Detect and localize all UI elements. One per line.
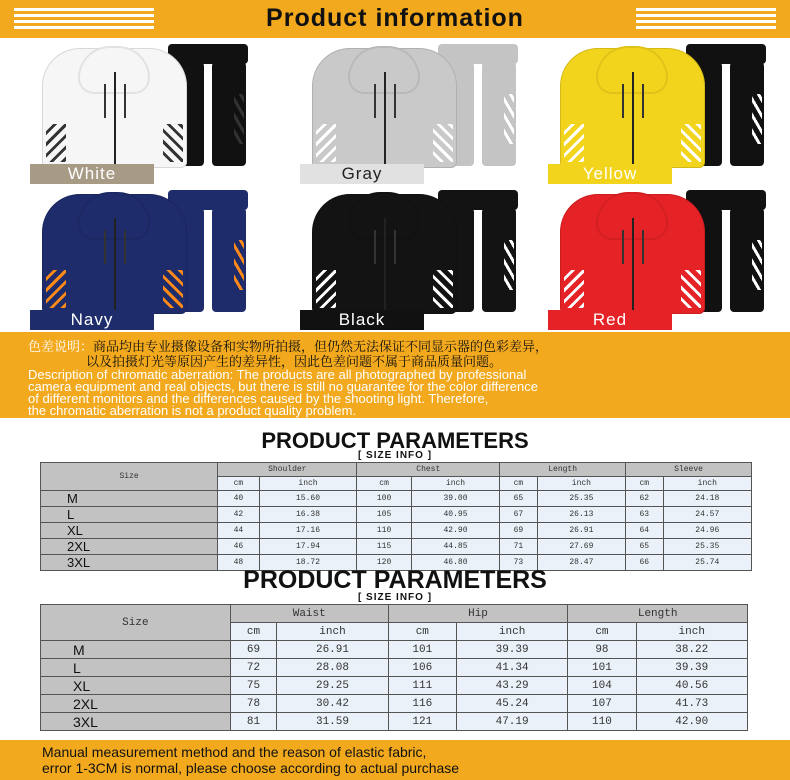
table-row (41, 641, 748, 659)
value-cell: 39.39 (456, 641, 567, 659)
color-label: Black (300, 310, 424, 330)
size-header: Size (41, 605, 231, 641)
value-cell: 75 (230, 677, 277, 695)
value-cell: 107 (568, 695, 636, 713)
top-size-table (40, 462, 752, 571)
value-cell: 39.00 (411, 491, 499, 507)
value-cell: 67 (500, 507, 537, 523)
value-cell: 63 (626, 507, 663, 523)
unit-header: inch (259, 477, 357, 491)
value-cell: 69 (500, 523, 537, 539)
size-cell: XL (41, 523, 218, 539)
unit-header: inch (411, 477, 499, 491)
footer-note (0, 740, 790, 780)
value-cell: 42 (218, 507, 259, 523)
size-cell: M (41, 641, 231, 659)
table-row (41, 507, 752, 523)
value-cell: 98 (568, 641, 636, 659)
value-cell: 28.47 (537, 555, 625, 571)
chromatic-note-en-line1: Description of chromatic aberration: The products are all photographed by professional (28, 367, 527, 382)
product-white (30, 48, 280, 188)
value-cell: 25.74 (663, 555, 751, 571)
value-cell: 25.35 (537, 491, 625, 507)
chromatic-aberration-note (0, 332, 790, 418)
value-cell: 18.72 (259, 555, 357, 571)
value-cell: 38.22 (636, 641, 748, 659)
table-row (41, 677, 748, 695)
chromatic-note-zh-line1: 色差说明：商品均由专业摄像设备和实物所拍摄，但仍然无法保证不同显示器的色彩差异， (28, 339, 549, 354)
unit-header: cm (218, 477, 259, 491)
value-cell: 17.94 (259, 539, 357, 555)
table-row (41, 539, 752, 555)
column-group-header: Hip (388, 605, 568, 623)
size-cell: 2XL (41, 695, 231, 713)
value-cell: 105 (357, 507, 411, 523)
column-group-header: Sleeve (626, 463, 752, 477)
color-label: Navy (30, 310, 154, 330)
unit-header: cm (626, 477, 663, 491)
product-yellow (548, 48, 790, 188)
value-cell: 29.25 (277, 677, 388, 695)
hoodie-image (560, 48, 705, 168)
value-cell: 120 (357, 555, 411, 571)
value-cell: 78 (230, 695, 277, 713)
unit-header: inch (277, 623, 388, 641)
size-cell: XL (41, 677, 231, 695)
value-cell: 17.16 (259, 523, 357, 539)
column-group-header: Waist (230, 605, 388, 623)
chromatic-note-en-line2: camera equipment and real objects, but there is still no guarantee for the color difference (28, 379, 538, 394)
value-cell: 101 (388, 641, 456, 659)
color-label: White (30, 164, 154, 184)
value-cell: 72 (230, 659, 277, 677)
value-cell: 65 (626, 539, 663, 555)
header-banner (0, 0, 790, 38)
value-cell: 26.13 (537, 507, 625, 523)
value-cell: 69 (230, 641, 277, 659)
size-cell: 2XL (41, 539, 218, 555)
size-cell: M (41, 491, 218, 507)
unit-header: inch (456, 623, 567, 641)
value-cell: 41.73 (636, 695, 748, 713)
unit-header: cm (388, 623, 456, 641)
hoodie-image (42, 194, 187, 314)
size-cell: 3XL (41, 713, 231, 731)
value-cell: 46.80 (411, 555, 499, 571)
product-black (300, 194, 550, 334)
value-cell: 116 (388, 695, 456, 713)
value-cell: 42.90 (411, 523, 499, 539)
value-cell: 73 (500, 555, 537, 571)
value-cell: 62 (626, 491, 663, 507)
hoodie-image (42, 48, 187, 168)
header-stripes-right (636, 8, 776, 30)
value-cell: 44.85 (411, 539, 499, 555)
top-table-subtitle: [ SIZE INFO ] (357, 450, 433, 461)
hoodie-image (312, 48, 457, 168)
bottom-size-table (40, 604, 748, 731)
column-group-header: Length (568, 605, 748, 623)
top-table-title: PRODUCT PARAMETERS (261, 428, 529, 453)
value-cell: 111 (388, 677, 456, 695)
value-cell: 106 (388, 659, 456, 677)
table-row (41, 695, 748, 713)
value-cell: 26.91 (537, 523, 625, 539)
value-cell: 44 (218, 523, 259, 539)
product-red (548, 194, 790, 334)
value-cell: 71 (500, 539, 537, 555)
value-cell: 110 (568, 713, 636, 731)
value-cell: 104 (568, 677, 636, 695)
value-cell: 30.42 (277, 695, 388, 713)
size-cell: 3XL (41, 555, 218, 571)
table-row (41, 491, 752, 507)
value-cell: 110 (357, 523, 411, 539)
color-label: Gray (300, 164, 424, 184)
value-cell: 46 (218, 539, 259, 555)
bottom-table-title: PRODUCT PARAMETERS (243, 566, 547, 594)
table-row (41, 713, 748, 731)
value-cell: 24.57 (663, 507, 751, 523)
column-group-header: Chest (357, 463, 500, 477)
product-navy (30, 194, 280, 334)
table-row (41, 523, 752, 539)
value-cell: 65 (500, 491, 537, 507)
value-cell: 42.90 (636, 713, 748, 731)
value-cell: 16.38 (259, 507, 357, 523)
column-group-header: Length (500, 463, 626, 477)
value-cell: 40 (218, 491, 259, 507)
value-cell: 24.18 (663, 491, 751, 507)
hoodie-image (312, 194, 457, 314)
value-cell: 100 (357, 491, 411, 507)
size-cell: L (41, 659, 231, 677)
color-label: Red (548, 310, 672, 330)
unit-header: inch (537, 477, 625, 491)
value-cell: 64 (626, 523, 663, 539)
unit-header: cm (568, 623, 636, 641)
value-cell: 40.56 (636, 677, 748, 695)
footer-line2: error 1-3CM is normal, please choose according to actual purchase (42, 760, 460, 776)
table-row (41, 659, 748, 677)
value-cell: 27.69 (537, 539, 625, 555)
size-cell: L (41, 507, 218, 523)
value-cell: 47.19 (456, 713, 567, 731)
value-cell: 121 (388, 713, 456, 731)
value-cell: 45.24 (456, 695, 567, 713)
color-label: Yellow (548, 164, 672, 184)
value-cell: 40.95 (411, 507, 499, 523)
product-gray (300, 48, 550, 188)
chromatic-note-en-line4: the chromatic aberration is not a product quality problem. (28, 403, 357, 418)
value-cell: 28.08 (277, 659, 388, 677)
unit-header: inch (636, 623, 748, 641)
unit-header: cm (500, 477, 537, 491)
value-cell: 43.29 (456, 677, 567, 695)
value-cell: 101 (568, 659, 636, 677)
page-title: Product information (266, 4, 524, 32)
footer-line1: Manual measurement method and the reason of elastic fabric, (42, 744, 427, 760)
value-cell: 39.39 (636, 659, 748, 677)
value-cell: 15.60 (259, 491, 357, 507)
value-cell: 31.59 (277, 713, 388, 731)
chromatic-note-zh-line2: 以及拍摄灯光等原因产生的差异性，因此色差问题不属于商品质量问题。 (86, 354, 503, 369)
value-cell: 115 (357, 539, 411, 555)
bottom-table-subtitle: [ SIZE INFO ] (357, 592, 433, 603)
value-cell: 25.35 (663, 539, 751, 555)
column-group-header: Shoulder (218, 463, 357, 477)
value-cell: 66 (626, 555, 663, 571)
unit-header: inch (663, 477, 751, 491)
hoodie-image (560, 194, 705, 314)
value-cell: 48 (218, 555, 259, 571)
value-cell: 41.34 (456, 659, 567, 677)
unit-header: cm (230, 623, 277, 641)
size-header: Size (41, 463, 218, 491)
value-cell: 26.91 (277, 641, 388, 659)
value-cell: 24.96 (663, 523, 751, 539)
chromatic-note-en-line3: of different monitors and the differences caused by the shooting light. Therefore, (28, 391, 489, 406)
unit-header: cm (357, 477, 411, 491)
value-cell: 81 (230, 713, 277, 731)
